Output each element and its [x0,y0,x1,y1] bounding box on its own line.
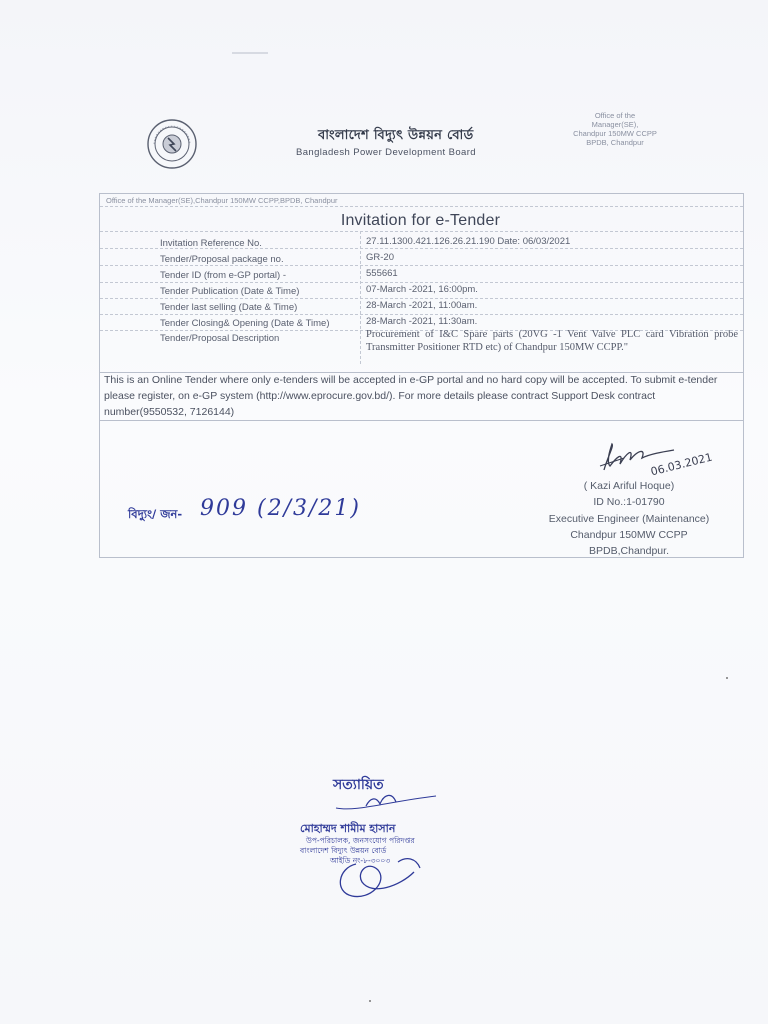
table-rule [100,206,743,207]
table-column-divider [360,231,361,364]
row-label-package: Tender/Proposal package no. [160,254,284,265]
org-name-english: Bangladesh Power Development Board [296,147,476,158]
scan-speck [369,1000,371,1002]
signatory-name: ( Kazi Ariful Hoque) [583,480,675,492]
attester-organization: বাংলাদেশ বিদ্যুৎ উন্নয়ন বোর্ড [300,846,387,855]
attester-designation: উপ-পরিচালক, জনসংযোগ পরিদপ্তর [306,836,415,845]
attested-heading: সত্যায়িত [333,777,384,793]
office-address-block [560,111,670,148]
office-line: Office of the Manager(SE),Chandpur 150MW CCPP,BPDB, Chandpur [106,196,338,205]
signatory-block [536,478,722,559]
table-rule [100,282,743,283]
office-address-line: Chandpur 150MW CCPP [573,129,657,139]
row-value-reference: 27.11.1300.421.126.26.21.190 Date: 06/03/2021 [366,236,571,247]
row-label-closing-opening: Tender Closing& Opening (Date & Time) [160,318,330,329]
attester-name: মোহাম্মদ শামীম হাসান [300,822,396,835]
table-rule [100,314,743,315]
row-value-closing-opening: 28-March -2021, 11:30am. [366,316,478,327]
table-rule [100,231,743,232]
row-label-publication: Tender Publication (Date & Time) [160,286,300,297]
row-value-publication: 07-March -2021, 16:00pm. [366,284,478,295]
row-label-description: Tender/Proposal Description [160,333,280,344]
row-label-last-selling: Tender last selling (Date & Time) [160,302,298,313]
office-address-line: Office of the [594,111,636,120]
document-title: Invitation for e-Tender [340,212,501,229]
bpdb-logo-icon [146,118,198,170]
table-rule [100,298,743,299]
scan-speck [726,677,728,679]
online-tender-notice: This is an Online Tender where only e-tenders will be accepted in e-GP portal and no hard copy will be accepted. To submit e-tender please register, on e-GP system (http://www.eprocure.gov.bd/). For more details please contract Support Desk contract number(9550532, 7126144) [104,374,718,418]
row-label-tender-id: Tender ID (from e-GP portal) - [160,270,287,281]
row-value-description: Procurement of I&C Spare parts (20VG -1 Vent Valve PLC card Vibration probe Transmitter Positioner RTD etc) of Chandpur 150MW CCPP." [366,329,738,353]
org-name-bangla: বাংলাদেশ বিদ্যুৎ উন্নয়ন বোর্ড [318,128,474,143]
signature-date: 06.03.2021 [649,450,714,479]
row-value-tender-id: 555661 [366,268,398,279]
row-value-last-selling: 28-March -2021, 11:00am. [366,300,478,311]
office-address-line: Manager(SE), [591,120,639,130]
row-value-package: GR-20 [366,252,394,263]
signatory-id: ID No.:1-01790 [593,496,665,509]
row-label-reference: Invitation Reference No. [160,238,262,249]
signatory-plant: Chandpur 150MW CCPP [570,528,688,541]
signatory-designation: Executive Engineer (Maintenance) [548,512,710,525]
office-address-line: BPDB, Chandpur [586,138,644,148]
memo-prefix: বিদ্যুং/ জন- [128,507,183,521]
attester-id: আইডি নং-৮-৩০০৩ [330,856,391,865]
scan-speck [232,52,268,54]
memo-handwritten-number: 909 (2/3/21) [200,496,361,521]
signatory-location: BPDB,Chandpur. [589,545,669,558]
table-rule [100,265,743,266]
